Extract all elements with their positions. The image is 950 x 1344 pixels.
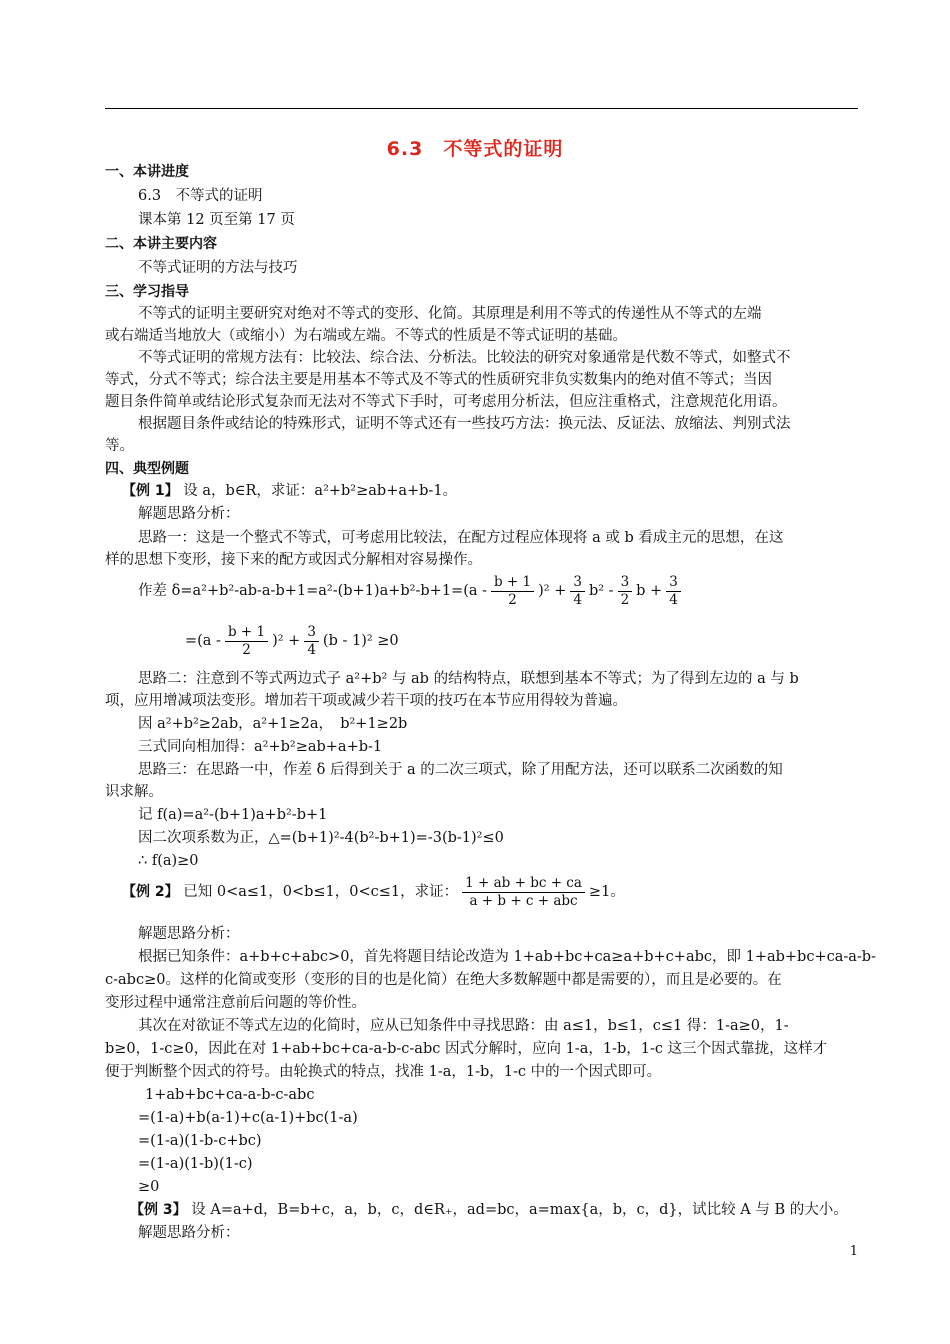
eq1-frac-3-num: 3 bbox=[618, 574, 633, 592]
example-3-statement: 设 A=a+d，B=b+c，a，b，c，d∈R₊，ad=bc，a=max{a，b，c，d}，试比较 A 与 B 的大小。 bbox=[191, 1202, 848, 1218]
example-3-label: 【例 3】 bbox=[130, 1202, 187, 1218]
page-number: 1 bbox=[849, 1244, 858, 1259]
example-2-line bbox=[122, 872, 625, 912]
eq1-frac-1-den: 2 bbox=[508, 591, 517, 608]
eq2-frac-1-den: 2 bbox=[242, 641, 251, 658]
example-1-label: 【例 1】 bbox=[122, 483, 179, 499]
eq1-frac-3-den: 2 bbox=[620, 591, 630, 608]
eq1-frac-1-num: b + 1 bbox=[491, 574, 534, 592]
example-2-fraction bbox=[462, 875, 585, 910]
guide-p2-line1: 不等式证明的常规方法有：比较法、综合法、分析法。比较法的研究对象通常是代数不等式，如整式不 bbox=[138, 350, 791, 366]
guide-p1-line1: 不等式的证明主要研究对绝对不等式的变形、化简。其原理是利用不等式的传递性从不等式的左端 bbox=[138, 306, 762, 322]
eq2-frac-1-num: b + 1 bbox=[225, 624, 268, 642]
example-3-analysis-label: 解题思路分析： bbox=[138, 1225, 240, 1241]
progress-pages: 课本第 12 页至第 17 页 bbox=[138, 212, 295, 228]
ex1-completed-square-equation bbox=[185, 622, 399, 660]
ex1-idea3-line1: 思路三：在思路一中，作差 δ 后得到关于 a 的二次三项式，除了用配方法，还可以联系二次函数的知 bbox=[138, 762, 783, 778]
ex1-idea1-line2: 样的思想下变形，接下来的配方或因式分解相对容易操作。 bbox=[105, 552, 482, 568]
guide-p3-line1: 根据题目条件或结论的特殊形式，证明不等式还有一些技巧方法：换元法、反证法、放缩法、判别式法 bbox=[138, 416, 791, 432]
ex2-work-line4: =(1-a)(1-b)(1-c) bbox=[138, 1156, 253, 1172]
ex1-idea2-line2: 项，应用增减项法变形。增加若干项或减少若干项的技巧在本节应用得较为普遍。 bbox=[105, 693, 627, 709]
example-1-statement: 设 a，b∈R，求证：a²+b²≥ab+a+b-1。 bbox=[183, 483, 458, 499]
guide-p3-line2: 等。 bbox=[105, 438, 134, 454]
ex2-p2-line3: 便于判断整个因式的符号。由轮换式的特点，找准 1-a，1-b，1-c 中的一个因式即可。 bbox=[105, 1064, 662, 1080]
ex1-idea3-line3: 记 f(a)=a²-(b+1)a+b²-b+1 bbox=[138, 807, 328, 823]
ex2-work-line5: ≥0 bbox=[138, 1179, 160, 1195]
eq1-frac-2 bbox=[570, 574, 585, 609]
section-2-heading: 二、本讲主要内容 bbox=[105, 236, 217, 252]
ex1-idea3-line2: 识求解。 bbox=[105, 784, 163, 800]
header-rule bbox=[105, 108, 858, 109]
ex2-work-line2: =(1-a)+b(a-1)+c(a-1)+bc(1-a) bbox=[138, 1110, 358, 1126]
ex2-p2-line1: 其次在对欲证不等式左边的化简时，应从已知条件中寻找思路：由 a≤1，b≤1，c≤1 得：1-a≥0，1- bbox=[138, 1018, 789, 1034]
eq1-frac-3 bbox=[618, 574, 633, 609]
ex1-idea2-line1: 思路二：注意到不等式两边式子 a²+b² 与 ab 的结构特点，联想到基本不等式；为了得到左边的 a 与 b bbox=[138, 671, 799, 687]
guide-p1-line2: 或右端适当地放大（或缩小）为右端或左端。不等式的性质是不等式证明的基础。 bbox=[105, 328, 627, 344]
eq1-frac-2-den: 4 bbox=[573, 591, 582, 608]
eq2-mid-1: )² + bbox=[272, 633, 301, 649]
eq2-frac-2-den: 4 bbox=[307, 641, 316, 658]
example-2-frac-den: a + b + c + abc bbox=[469, 892, 578, 909]
eq1-prefix: 作差 δ=a²+b²-ab-a-b+1=a²-(b+1)a+b²-b+1=(a - bbox=[138, 583, 487, 599]
ex2-work-line3: =(1-a)(1-b-c+bc) bbox=[138, 1133, 262, 1149]
example-2-statement: 已知 0<a≤1，0<b≤1，0<c≤1，求证： bbox=[183, 884, 459, 900]
eq2-frac-2 bbox=[304, 624, 319, 659]
eq1-mid-1: )² + bbox=[538, 583, 567, 599]
section-3-heading: 三、学习指导 bbox=[105, 284, 189, 300]
ex2-p1-line3: 变形过程中通常注意前后问题的等价性。 bbox=[105, 995, 366, 1011]
example-2-frac-num: 1 + ab + bc + ca bbox=[462, 875, 585, 893]
section-4-heading: 四、典型例题 bbox=[105, 461, 189, 477]
ex2-p2-line2: b≥0，1-c≥0，因此在对 1+ab+bc+ca-a-b-c-abc 因式分解时，应向 1-a，1-b，1-c 这三个因式靠拢，这样才 bbox=[105, 1041, 828, 1057]
example-2-label: 【例 2】 bbox=[122, 884, 179, 900]
eq1-frac-2-num: 3 bbox=[570, 574, 585, 592]
example-3-line bbox=[130, 1201, 848, 1220]
ex2-p1-line2: c-abc≥0。这样的化简或变形（变形的目的也是化简）在绝大多数解题中都是需要的），而且是必要的。在 bbox=[105, 972, 782, 988]
ex2-p1-line1: 根据已知条件：a+b+c+abc>0，首先将题目结论改造为 1+ab+bc+ca≥a+b+c+abc，即 1+ab+bc+ca-a-b- bbox=[138, 949, 876, 965]
eq2-prefix: =(a - bbox=[185, 633, 221, 649]
eq1-frac-4-den: 4 bbox=[669, 591, 678, 608]
ex2-work-line1: 1+ab+bc+ca-a-b-c-abc bbox=[145, 1087, 315, 1103]
guide-p2-line2: 等式，分式不等式；综合法主要是用基本不等式及不等式的性质研究非负实数集内的绝对值不等式；当因 bbox=[105, 372, 772, 388]
eq1-mid-2: b² - bbox=[588, 583, 614, 599]
ex1-idea2-line3: 因 a²+b²≥2ab，a²+1≥2a， b²+1≥2b bbox=[138, 716, 408, 732]
eq1-frac-1 bbox=[491, 574, 534, 609]
eq1-frac-4 bbox=[666, 574, 681, 609]
ex1-idea3-line4: 因二次项系数为正，△=(b+1)²-4(b²-b+1)=-3(b-1)²≤0 bbox=[138, 830, 504, 846]
ex1-idea1-line1: 思路一：这是一个整式不等式，可考虑用比较法，在配方过程应体现将 a 或 b 看成主元的思想，在这 bbox=[138, 530, 784, 546]
ex1-idea2-line4: 三式同向相加得：a²+b²≥ab+a+b-1 bbox=[138, 739, 383, 755]
ex1-difference-equation bbox=[138, 572, 685, 610]
example-2-analysis-label: 解题思路分析： bbox=[138, 926, 240, 942]
guide-p2-line3: 题目条件简单或结论形式复杂而无法对不等式下手时，可考虑用分析法，但应注重格式，注意规范化用语。 bbox=[105, 394, 787, 410]
progress-topic: 6.3 不等式的证明 bbox=[138, 188, 263, 204]
eq1-frac-4-num: 3 bbox=[666, 574, 681, 592]
example-1-analysis-label: 解题思路分析： bbox=[138, 506, 240, 522]
eq2-suffix: (b - 1)² ≥0 bbox=[322, 633, 399, 649]
eq2-frac-1 bbox=[225, 624, 268, 659]
eq1-mid-3: b + bbox=[636, 583, 663, 599]
section-1-heading: 一、本讲进度 bbox=[105, 164, 189, 180]
example-2-statement-end: ≥1。 bbox=[588, 884, 625, 900]
page-title: 6.3 不等式的证明 bbox=[386, 138, 564, 160]
eq2-frac-2-num: 3 bbox=[304, 624, 319, 642]
main-content-text: 不等式证明的方法与技巧 bbox=[138, 260, 298, 276]
example-1-line bbox=[122, 482, 457, 501]
ex1-idea3-line5: ∴ f(a)≥0 bbox=[138, 853, 199, 869]
